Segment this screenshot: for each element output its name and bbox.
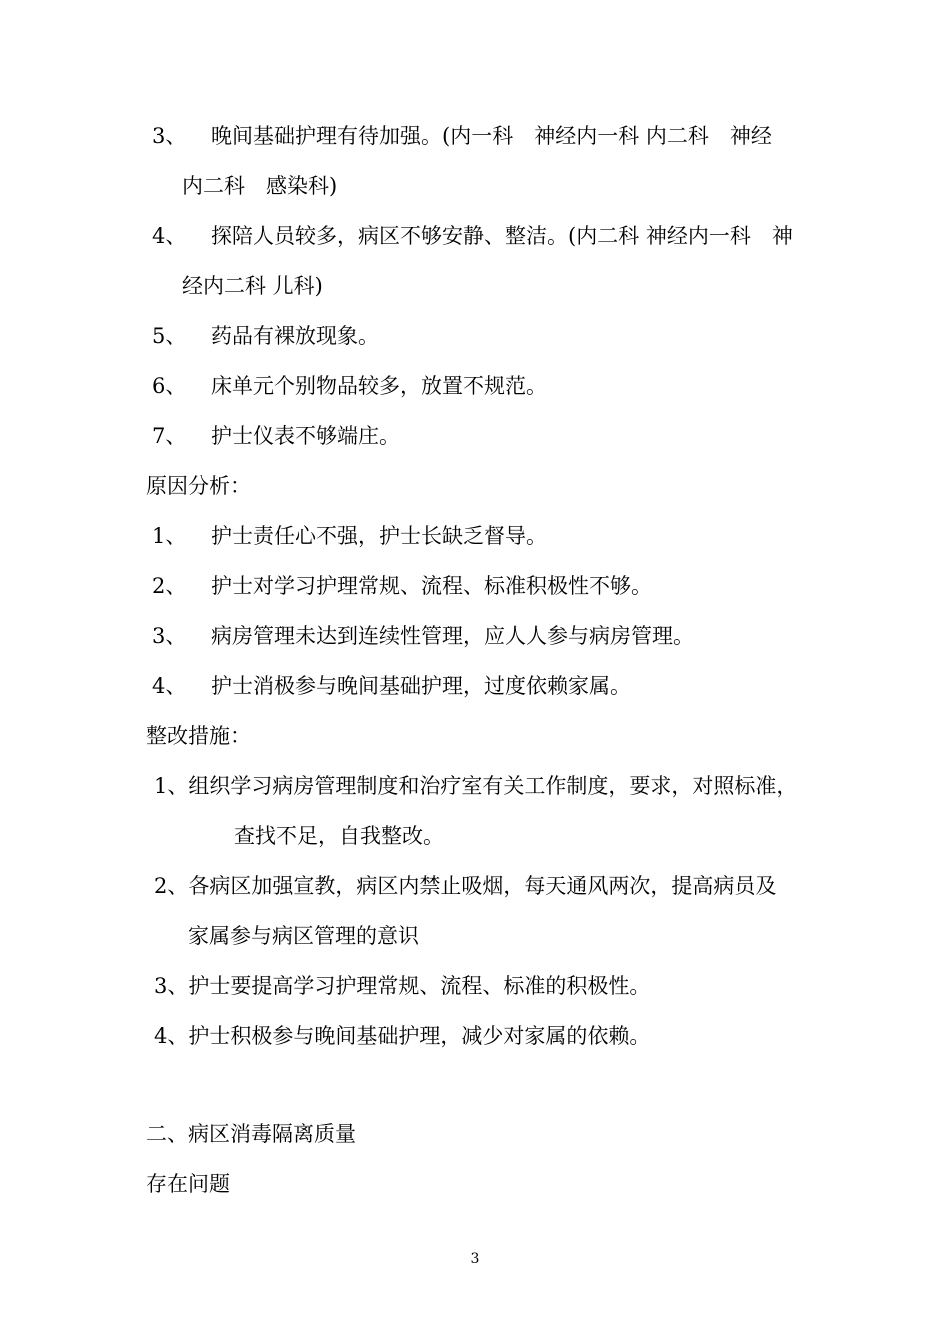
measure-item-4: 4、护士积极参与晚间基础护理，减少对家属的依赖。 [154,1024,651,1048]
analysis-item-4 [152,672,631,700]
problem-item-6-text: 床单元个别物品较多，放置不规范。 [211,374,547,398]
measure-item-1: 1、组织学习病房管理制度和治疗室有关工作制度，要求，对照标准， [154,774,798,798]
problem-item-4-continuation: 经内二科 儿科) [182,274,323,298]
problem-item-7 [152,422,400,450]
problem-item-3-text: 晚间基础护理有待加强。(内一科 神经内一科 内二科 神经 [211,124,772,148]
problem-item-3-continuation: 内二科 感染科) [182,174,338,198]
problem-item-5-number: 5、 [152,324,187,348]
analysis-item-3-text: 病房管理未达到连续性管理，应人人参与病房管理。 [211,624,694,648]
problem-item-7-text: 护士仪表不够端庄。 [211,424,400,448]
problem-item-6-number: 6、 [152,374,187,398]
measures-heading: 整改措施： [146,724,251,748]
analysis-item-1-number: 1、 [152,524,187,548]
problem-item-5-text: 药品有裸放现象。 [211,324,379,348]
measure-item-2-continuation: 家属参与病区管理的意识 [188,924,419,948]
problem-item-5 [152,322,379,350]
analysis-item-1-text: 护士责任心不强，护士长缺乏督导。 [211,524,547,548]
analysis-item-2-text: 护士对学习护理常规、流程、标准积极性不够。 [211,574,652,598]
measure-item-3: 3、护士要提高学习护理常规、流程、标准的积极性。 [154,974,651,998]
measure-item-2: 2、各病区加强宣教，病区内禁止吸烟，每天通风两次，提高病员及 [154,874,777,898]
analysis-item-4-text: 护士消极参与晚间基础护理，过度依赖家属。 [211,674,631,698]
page-number: 3 [470,1251,480,1267]
analysis-item-1 [152,522,547,550]
analysis-item-3 [152,622,694,650]
problem-item-3 [152,122,772,150]
section-two-subheading: 存在问题 [146,1172,230,1196]
problem-item-6 [152,372,547,400]
analysis-item-4-number: 4、 [152,674,187,698]
section-two-heading: 二、病区消毒隔离质量 [146,1122,356,1146]
problem-item-4 [152,222,793,250]
problem-item-4-number: 4、 [152,224,187,248]
analysis-item-3-number: 3、 [152,624,187,648]
problem-item-3-number: 3、 [152,124,187,148]
analysis-item-2-number: 2、 [152,574,187,598]
problem-item-7-number: 7、 [152,424,187,448]
analysis-heading: 原因分析： [146,474,251,498]
measure-item-1-continuation: 查找不足，自我整改。 [234,824,444,848]
analysis-item-2 [152,572,652,600]
problem-item-4-text: 探陪人员较多，病区不够安静、整洁。(内二科 神经内一科 神 [211,224,793,248]
